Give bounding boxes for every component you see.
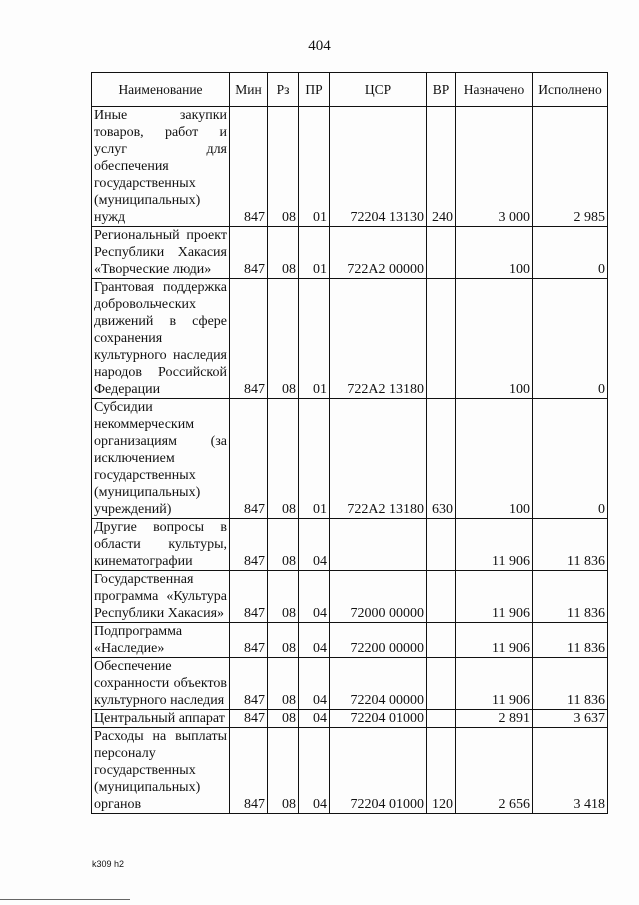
row-csr: 72204 01000: [330, 728, 427, 814]
row-name: Субсидии некоммерческим организациям (за исключением государственных (муниципальных) учреждений): [92, 399, 230, 519]
row-csr: 72204 01000: [330, 710, 427, 728]
row-pr: 01: [299, 399, 330, 519]
row-csr: 72204 00000: [330, 658, 427, 710]
row-executed: 11 836: [533, 658, 608, 710]
row-executed: 0: [533, 399, 608, 519]
bottom-divider: [0, 899, 130, 900]
row-executed: 3 418: [533, 728, 608, 814]
row-executed: 3 637: [533, 710, 608, 728]
row-pr: 04: [299, 571, 330, 623]
row-assigned: 2 656: [456, 728, 533, 814]
table-row: [92, 658, 608, 710]
row-pr: 04: [299, 519, 330, 571]
row-executed: 11 836: [533, 571, 608, 623]
table-row: [92, 571, 608, 623]
table-row: [92, 710, 608, 728]
row-vr: [427, 623, 456, 658]
row-name: Другие вопросы в области культуры, кинематографии: [92, 519, 230, 571]
row-min: 847: [230, 728, 268, 814]
row-vr: [427, 658, 456, 710]
page-number: 404: [308, 38, 331, 54]
row-name: Расходы на выплаты персоналу государственных (муниципальных) органов: [92, 728, 230, 814]
header-csr: ЦСР: [330, 73, 427, 107]
row-vr: [427, 519, 456, 571]
row-min: 847: [230, 710, 268, 728]
table-row: [92, 227, 608, 279]
header-rz: Рз: [268, 73, 299, 107]
table-row: [92, 279, 608, 399]
row-rz: 08: [268, 623, 299, 658]
header-vr: ВР: [427, 73, 456, 107]
row-pr: 04: [299, 728, 330, 814]
row-csr: 72204 13130: [330, 107, 427, 227]
row-assigned: 2 891: [456, 710, 533, 728]
row-min: 847: [230, 227, 268, 279]
row-csr: 722А2 00000: [330, 227, 427, 279]
row-assigned: 11 906: [456, 571, 533, 623]
row-executed: 11 836: [533, 623, 608, 658]
row-pr: 01: [299, 107, 330, 227]
row-min: 847: [230, 658, 268, 710]
row-name: Грантовая поддержка добровольческих движений в сфере сохранения культурного наследия народов Российской Федерации: [92, 279, 230, 399]
row-csr: 722А2 13180: [330, 399, 427, 519]
row-vr: 240: [427, 107, 456, 227]
table-header-row: [92, 73, 608, 107]
row-rz: 08: [268, 399, 299, 519]
row-min: 847: [230, 107, 268, 227]
table-row: [92, 623, 608, 658]
table-row: [92, 728, 608, 814]
row-csr: 722А2 13180: [330, 279, 427, 399]
row-pr: 01: [299, 279, 330, 399]
row-min: 847: [230, 571, 268, 623]
row-executed: 0: [533, 227, 608, 279]
row-min: 847: [230, 279, 268, 399]
row-csr: [330, 519, 427, 571]
row-name: Иные закупки товаров, работ и услуг для обеспечения государственных (муниципальных) нужд: [92, 107, 230, 227]
row-executed: 2 985: [533, 107, 608, 227]
row-assigned: 11 906: [456, 519, 533, 571]
row-vr: [427, 227, 456, 279]
row-rz: 08: [268, 227, 299, 279]
row-name: Государственная программа «Культура Республики Хакасия»: [92, 571, 230, 623]
header-name: Наименование: [92, 73, 230, 107]
table-row: [92, 519, 608, 571]
row-pr: 01: [299, 227, 330, 279]
row-vr: [427, 571, 456, 623]
row-name: Обеспечение сохранности объектов культурного наследия: [92, 658, 230, 710]
budget-table: [91, 72, 608, 814]
row-rz: 08: [268, 279, 299, 399]
row-executed: 0: [533, 279, 608, 399]
row-csr: 72200 00000: [330, 623, 427, 658]
header-pr: ПР: [299, 73, 330, 107]
row-assigned: 3 000: [456, 107, 533, 227]
row-rz: 08: [268, 728, 299, 814]
row-vr: 120: [427, 728, 456, 814]
row-vr: 630: [427, 399, 456, 519]
row-name: Региональный проект Республики Хакасия «Творческие люди»: [92, 227, 230, 279]
row-rz: 08: [268, 107, 299, 227]
row-assigned: 100: [456, 399, 533, 519]
row-rz: 08: [268, 710, 299, 728]
table-row: [92, 107, 608, 227]
row-rz: 08: [268, 519, 299, 571]
row-vr: [427, 279, 456, 399]
row-vr: [427, 710, 456, 728]
header-min: Мин: [230, 73, 268, 107]
row-min: 847: [230, 519, 268, 571]
row-rz: 08: [268, 658, 299, 710]
row-assigned: 11 906: [456, 623, 533, 658]
header-assigned: Назначено: [456, 73, 533, 107]
row-assigned: 11 906: [456, 658, 533, 710]
row-name: Подпрограмма «Наследие»: [92, 623, 230, 658]
table-row: [92, 399, 608, 519]
row-name: Центральный аппарат: [92, 710, 230, 728]
row-min: 847: [230, 399, 268, 519]
row-min: 847: [230, 623, 268, 658]
row-executed: 11 836: [533, 519, 608, 571]
row-pr: 04: [299, 710, 330, 728]
row-pr: 04: [299, 623, 330, 658]
row-rz: 08: [268, 571, 299, 623]
row-assigned: 100: [456, 279, 533, 399]
header-executed: Исполнено: [533, 73, 608, 107]
row-assigned: 100: [456, 227, 533, 279]
footer-code: k309 h2: [92, 859, 125, 869]
row-csr: 72000 00000: [330, 571, 427, 623]
row-pr: 04: [299, 658, 330, 710]
